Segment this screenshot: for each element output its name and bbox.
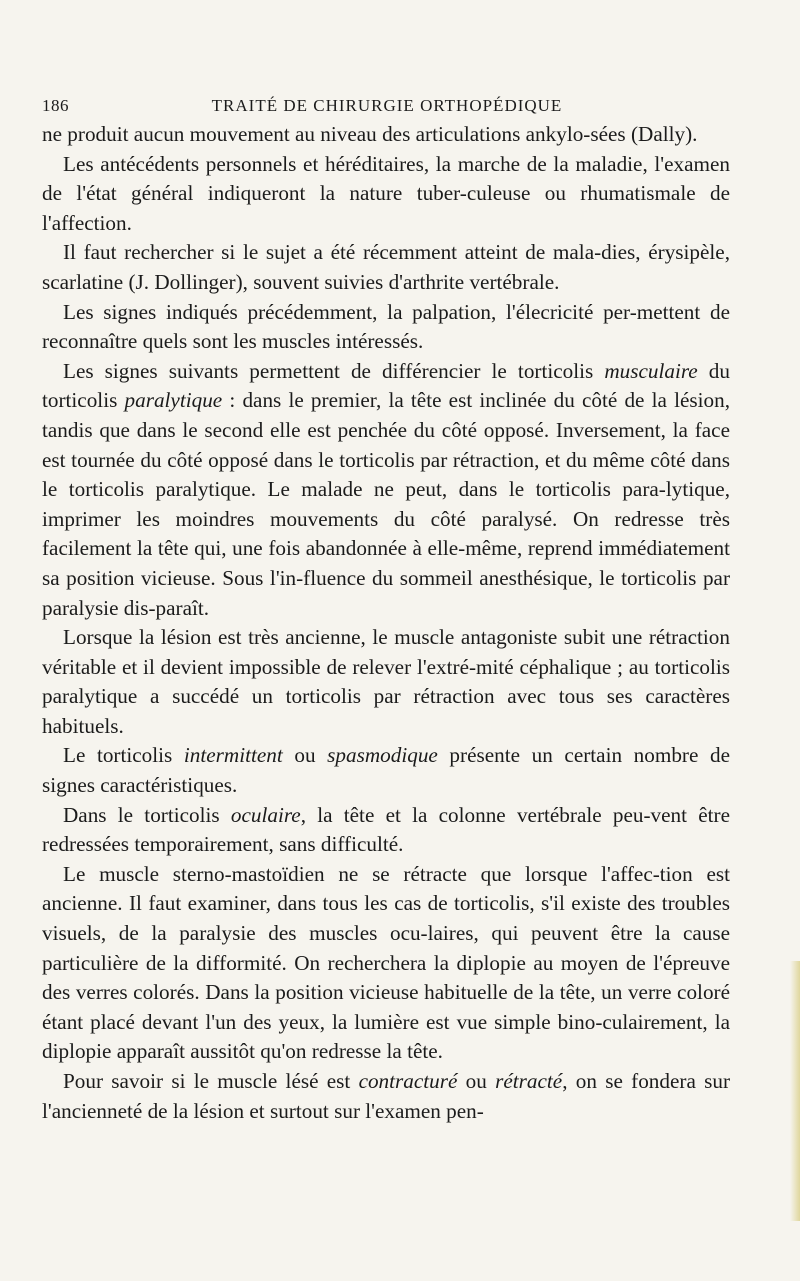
paragraph: Les antécédents personnels et héréditaires, la marche de la maladie, l'examen de l'état général indiqueront la nature tuber-culeuse ou rhumatismale de l'affection.	[42, 151, 730, 235]
paragraph: Il faut rechercher si le sujet a été récemment atteint de mala-dies, érysipèle, scarlatine (J. Dollinger), souvent suivies d'arthrite vertébrale.	[42, 240, 730, 294]
page-number: 186	[42, 96, 69, 115]
paragraph	[42, 801, 730, 860]
paragraph	[42, 1067, 730, 1126]
paragraph: Le muscle sterno-mastoïdien ne se rétracte que lorsque l'affec-tion est ancienne. Il faut examiner, dans tous les cas de torticolis, s'il existe des troubles visuels, de la paralysie des muscles ocu-laires, qui peuvent être la cause particulière de la difformité. On recherchera la diplopie au moyen de l'épreuve des verres colorés. Dans la position vicieuse habituelle de la tête, un verre coloré étant placé devant l'un des yeux, la lumière est vue simple bino-culairement, la diplopie apparaît aussitôt qu'on redresse la tête.	[42, 861, 730, 1064]
paragraph: Les signes indiqués précédemment, la palpation, l'élecricité per-mettent de reconnaître quels sont les muscles intéressés.	[42, 299, 730, 354]
text-run: , la tête et la colonne vertébrale peu-vent être redressées temporairement, sans difficulté.	[42, 802, 730, 857]
text-run: ou	[282, 743, 328, 768]
page-edge-stain	[790, 961, 800, 1221]
paragraph	[42, 741, 730, 800]
italic-term: musculaire	[604, 358, 698, 383]
text-run: Les signes suivants permettent de différencier le torticolis	[63, 358, 605, 383]
italic-term: rétracté	[495, 1069, 563, 1093]
text-run: ou	[457, 1069, 496, 1093]
paragraph: Lorsque la lésion est très ancienne, le muscle antagoniste subit une rétraction véritable et il devient impossible de relever l'extré-mité céphalique ; au torticolis paralytique a succédé un torticolis par rétraction avec tous ses caractères habituels.	[42, 625, 730, 738]
running-title: TRAITÉ DE CHIRURGIE ORTHOPÉDIQUE	[211, 96, 563, 115]
text-run: Dans le torticolis	[63, 802, 231, 827]
text-run: Le torticolis	[63, 743, 184, 768]
italic-term: spasmodique	[327, 743, 438, 768]
italic-term: paralytique	[124, 388, 223, 413]
italic-term: contracturé	[358, 1069, 458, 1093]
text-run: présente un certain nombre de signes caractéristiques.	[42, 743, 730, 798]
italic-term: intermittent	[183, 743, 283, 768]
paragraph-continued: ne produit aucun mouvement au niveau des articulations ankylo-sées (Dally).	[42, 122, 698, 146]
text-run: : dans le premier, la tête est inclinée du côté de la lésion, tandis que dans le second elle est penchée du côté opposé. Inversement, la face est tournée du côté opposé dans le torticolis par rétraction, et du même côté dans le torticolis paralytique. Le malade ne peut, dans le torticolis para-lytique, imprimer les moindres mouvements du côté paralysé. On redresse très facilement la tête qui, une fois abandonnée à elle-même, reprend immédiatement sa position vicieuse. Sous l'in-fluence du sommeil anesthésique, le torticolis par paralysie dis-paraît.	[42, 388, 731, 620]
italic-term: oculaire	[230, 802, 301, 827]
paragraph	[42, 357, 730, 623]
text-run: Pour savoir si le muscle lésé est	[63, 1069, 359, 1093]
body-text	[42, 120, 730, 1126]
text-run: , on se fondera sur l'ancienneté de la lésion et surtout sur l'examen pen-	[42, 1069, 731, 1123]
running-head	[42, 96, 732, 120]
text-run: du torticolis	[42, 358, 730, 413]
